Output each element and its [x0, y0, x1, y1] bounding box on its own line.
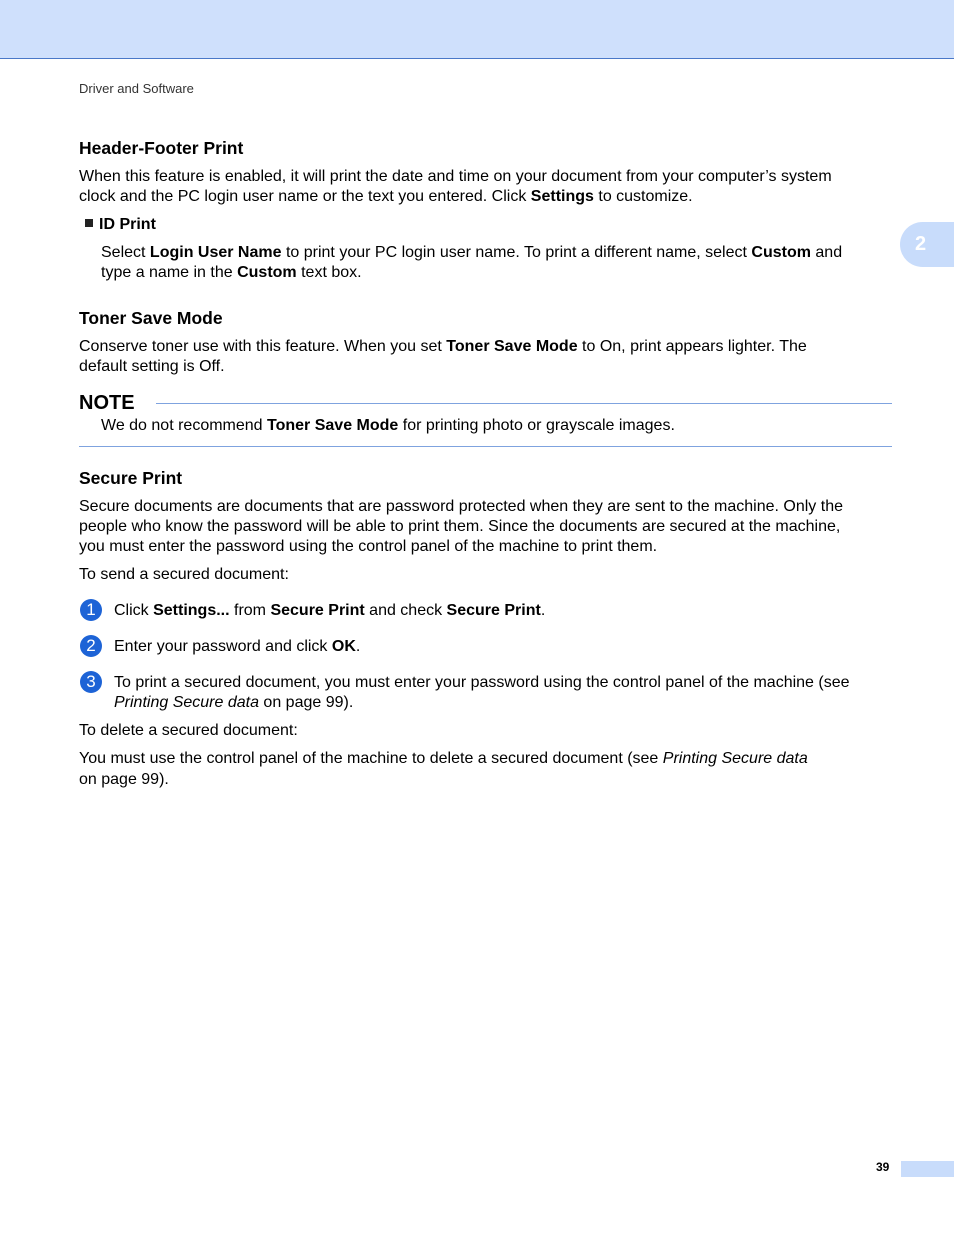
- bullet-square-icon: [85, 219, 93, 227]
- step-2-number-icon: 2: [80, 635, 102, 657]
- step-3-number-icon: 3: [80, 671, 102, 693]
- page-number: 39: [876, 1160, 890, 1174]
- section-heading-toner-save: Toner Save Mode: [79, 308, 223, 328]
- paragraph-line: You must use the control panel of the machine to delete a secured document (see Printing Secure data: [79, 750, 808, 767]
- header-band: [0, 0, 954, 59]
- section-heading-secure-print: Secure Print: [79, 468, 183, 488]
- paragraph-line: clock and the PC login user name or the text you entered. Click Settings to customize.: [79, 188, 693, 205]
- paragraph-line: on page 99).: [79, 771, 169, 788]
- paragraph-line: people who know the password will be able to print them. Since the documents are secured at the machine,: [79, 518, 841, 535]
- step-1-number-icon: 1: [80, 599, 102, 621]
- section-heading-header-footer: Header-Footer Print: [79, 138, 244, 158]
- paragraph-line: you must enter the password using the control panel of the machine to print them.: [79, 538, 658, 555]
- bullet-id-print: ID Print: [85, 215, 156, 235]
- step-1-text: Click Settings... from Secure Print and check Secure Print.: [114, 602, 546, 619]
- note-top-rule: [156, 403, 892, 404]
- note-title: NOTE: [79, 392, 135, 414]
- note-bottom-rule: [79, 446, 892, 447]
- step-3-text: To print a secured document, you must enter your password using the control panel of the machine (see: [114, 674, 850, 691]
- step-3-text: Printing Secure data on page 99).: [114, 694, 354, 711]
- send-intro: To send a secured document:: [79, 566, 289, 583]
- running-head: Driver and Software: [79, 81, 194, 96]
- paragraph-line: Conserve toner use with this feature. When you set Toner Save Mode to On, print appears lighter. The: [79, 338, 807, 355]
- paragraph-line: When this feature is enabled, it will print the date and time on your document from your computer’s system: [79, 168, 832, 185]
- paragraph-line: Secure documents are documents that are password protected when they are sent to the machine. Only the: [79, 498, 843, 515]
- paragraph-line: Select Login User Name to print your PC login user name. To print a different name, select Custom and: [101, 244, 843, 261]
- delete-intro: To delete a secured document:: [79, 722, 298, 739]
- paragraph-line: type a name in the Custom text box.: [101, 264, 362, 281]
- cross-reference-link[interactable]: Printing Secure data: [662, 750, 808, 767]
- page-tab: [901, 1161, 954, 1177]
- note-text: We do not recommend Toner Save Mode for printing photo or grayscale images.: [101, 417, 675, 434]
- cross-reference-link[interactable]: Printing Secure data: [114, 694, 259, 711]
- chapter-tab: 2: [900, 222, 954, 267]
- paragraph-line: default setting is Off.: [79, 358, 225, 375]
- step-2-text: Enter your password and click OK.: [114, 638, 361, 655]
